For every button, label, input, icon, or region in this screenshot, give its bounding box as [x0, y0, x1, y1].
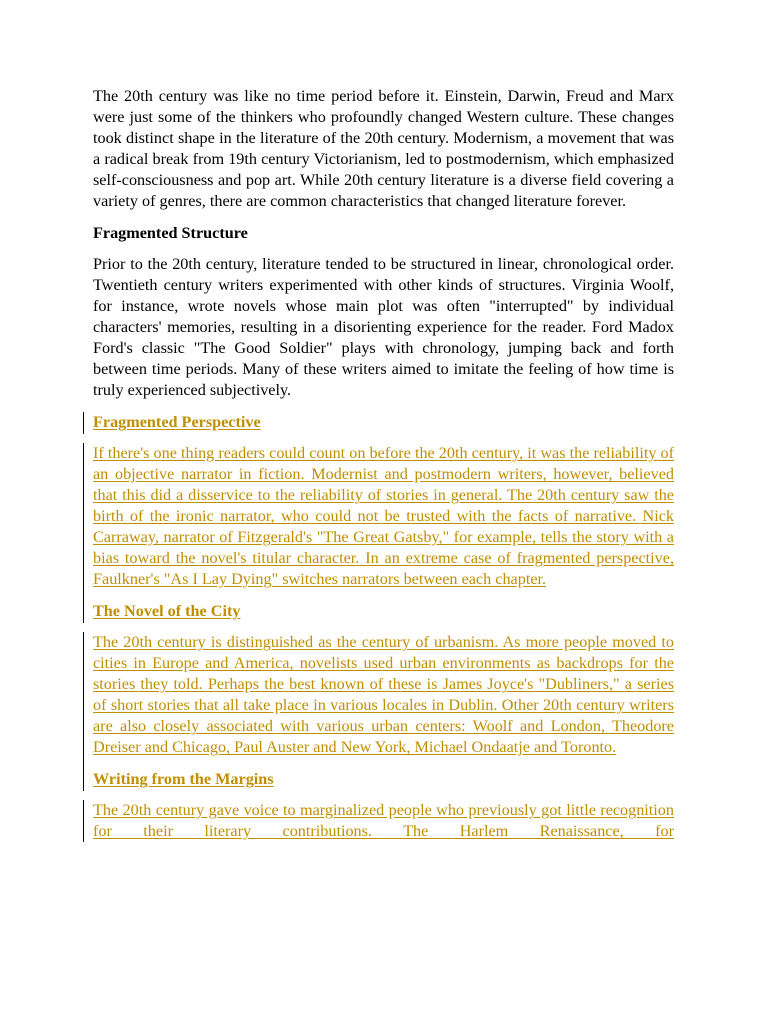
document-page [93, 86, 674, 842]
section-body-writing-from-the-margins: The 20th century gave voice to marginalized people who previously got little recognition for their literary contributions. The Harlem Renaissance, for [93, 801, 674, 840]
section-heading-fragmented-structure: Fragmented Structure [93, 224, 248, 242]
section-body-novel-of-the-city: The 20th century is distinguished as the century of urbanism. As more people moved to cities in Europe and America, novelists used urban environments as backdrops for the stories they told. Perhaps the best known of these is James Joyce's "Dubliners," a series of short stories that all take place in various locales in Dublin. Other 20th century writers are also closely associated with various urban centers: Woolf and London, Theodore Dreiser and Chicago, Paul Auster and New York, Michael Ondaatje and Toronto. [93, 633, 674, 756]
section-heading-writing-from-the-margins: Writing from the Margins [93, 770, 274, 788]
intro-paragraph: The 20th century was like no time period before it. Einstein, Darwin, Freud and Marx were just some of the thinkers who profoundly changed Western culture. These changes took distinct shape in the literature of the 20th century. Modernism, a movement that was a radical break from 19th century Victorianism, led to postmodernism, which emphasized self-consciousness and pop art. While 20th century literature is a diverse field covering a variety of genres, there are common characteristics that changed literature forever. [93, 87, 674, 210]
change-bar [83, 443, 84, 611]
tracked-change-block-fragmented-perspective-body [93, 443, 674, 590]
section-heading-novel-of-the-city: The Novel of the City [93, 602, 241, 620]
change-bar [83, 800, 84, 842]
tracked-change-block-writing-from-the-margins [93, 769, 674, 790]
change-bar [83, 412, 84, 434]
change-bar [83, 769, 84, 791]
section-body-fragmented-structure: Prior to the 20th century, literature tended to be structured in linear, chronological order. Twentieth century writers experimented with other kinds of structures. Virginia Woolf, for instance, wrote novels whose main plot was often "interrupted" by individual characters' memories, resulting in a disorienting experience for the reader. Ford Madox Ford's classic "The Good Soldier" plays with chronology, jumping back and forth between time periods. Many of these writers aimed to imitate the feeling of how time is truly experienced subjectively. [93, 255, 674, 399]
change-bar [83, 601, 84, 623]
tracked-change-block-novel-of-the-city [93, 601, 674, 622]
tracked-change-block-novel-of-the-city-body [93, 632, 674, 758]
section-heading-fragmented-perspective: Fragmented Perspective [93, 413, 261, 431]
section-body-fragmented-perspective: If there's one thing readers could count on before the 20th century, it was the reliability of an objective narrator in fiction. Modernist and postmodern writers, however, believed that this did a disservice to the reliability of stories in general. The 20th century saw the birth of the ironic narrator, who could not be trusted with the facts of narrative. Nick Carraway, narrator of Fitzgerald's "The Great Gatsby," for example, tells the story with a bias toward the novel's titular character. In an extreme case of fragmented perspective, Faulkner's "As I Lay Dying" switches narrators between each chapter. [93, 444, 674, 588]
change-bar [83, 632, 84, 779]
tracked-change-block-fragmented-perspective [93, 412, 674, 433]
tracked-change-block-writing-from-the-margins-body [93, 800, 674, 842]
